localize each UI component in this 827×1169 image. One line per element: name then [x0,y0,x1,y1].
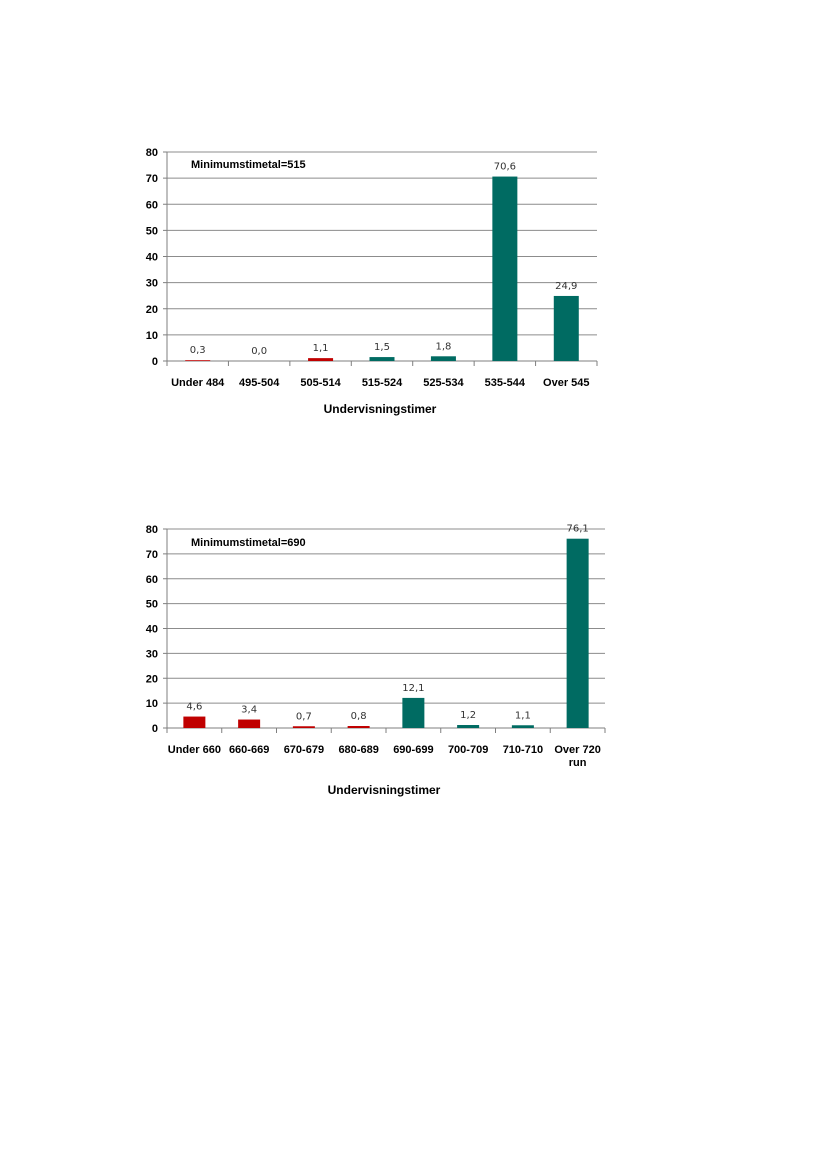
data-label: 1,1 [514,710,531,722]
data-label: 76,1 [566,523,589,535]
y-tick-label: 50 [145,225,158,238]
min-hours-annotation: Minimumstimetal=515 [191,159,306,171]
y-tick-label: 10 [145,329,158,342]
category-label-line: Over 720 [554,744,601,756]
bar [492,177,517,361]
bar [431,356,456,361]
category-label [448,744,488,756]
y-tick-label: 0 [151,356,158,368]
category-label-line: Under 660 [167,744,221,756]
x-axis-title: Undervisningstimer [327,783,441,797]
category-label-line: 505-514 [300,377,341,389]
bar [348,726,370,728]
chart-1 [146,147,597,416]
data-label: 1,5 [374,342,390,354]
category-label [423,377,464,389]
bar [185,360,210,361]
bar [370,357,395,361]
x-axis-title: Undervisningstimer [323,402,437,416]
data-label: 0,7 [295,711,312,723]
category-label [284,744,324,756]
category-label-line: 680-689 [338,744,379,756]
data-label: 12,1 [402,682,425,694]
bar [402,698,424,728]
bar [308,358,333,361]
bar [457,725,479,728]
bar [293,726,315,728]
chart-2 [146,524,605,797]
data-label: 0,0 [251,346,268,357]
category-label-line: 690-699 [393,744,434,756]
category-label-line: 525-534 [423,377,464,389]
bar [183,717,205,728]
data-label: 24,9 [555,280,578,292]
y-tick-label: 30 [145,648,158,661]
data-label: 1,8 [435,341,452,353]
category-label [393,744,433,756]
y-tick-label: 20 [145,673,158,686]
category-label [168,744,221,756]
category-label [338,744,378,756]
data-label: 1,1 [312,343,329,355]
category-label [554,744,600,769]
category-label-line: 535-544 [484,377,526,389]
min-hours-annotation: Minimumstimetal=690 [191,537,306,549]
y-tick-label: 40 [145,251,158,264]
bar [567,539,589,728]
data-label: 1,2 [460,710,477,722]
data-label: 0,8 [350,711,367,723]
data-label: 0,3 [189,345,206,357]
category-label [171,377,225,389]
category-label-line: Under 484 [171,377,225,389]
category-label-line: 710-710 [502,744,544,756]
category-label [229,744,269,756]
category-label-line: Over 545 [543,377,590,389]
category-label [503,744,543,756]
bar [554,296,579,361]
y-tick-label: 80 [145,147,158,159]
y-tick-label: 0 [151,723,158,735]
y-tick-label: 70 [145,548,158,561]
category-label [543,377,589,389]
category-label-line: 515-524 [361,377,403,389]
y-tick-label: 70 [145,173,158,186]
y-tick-label: 50 [145,598,158,611]
data-label: 3,4 [241,704,258,716]
category-label [485,377,526,389]
y-tick-label: 60 [145,199,158,212]
y-tick-label: 40 [145,623,158,636]
category-label-line: 670-679 [283,744,325,756]
y-tick-label: 30 [145,277,158,290]
data-label: 4,6 [186,701,203,713]
category-label-line: 495-504 [238,377,280,389]
category-label-line: 660-669 [228,744,270,756]
category-label-line: run [568,757,587,769]
y-tick-label: 10 [145,698,158,711]
data-label: 70,6 [493,161,516,173]
y-tick-label: 20 [145,303,158,316]
bar [238,720,260,728]
bar [512,725,534,728]
category-label-line: 700-709 [447,744,489,756]
y-tick-label: 60 [145,573,158,586]
y-tick-label: 80 [145,524,158,536]
category-label [300,377,341,389]
category-label [239,377,280,389]
category-label [362,377,403,389]
